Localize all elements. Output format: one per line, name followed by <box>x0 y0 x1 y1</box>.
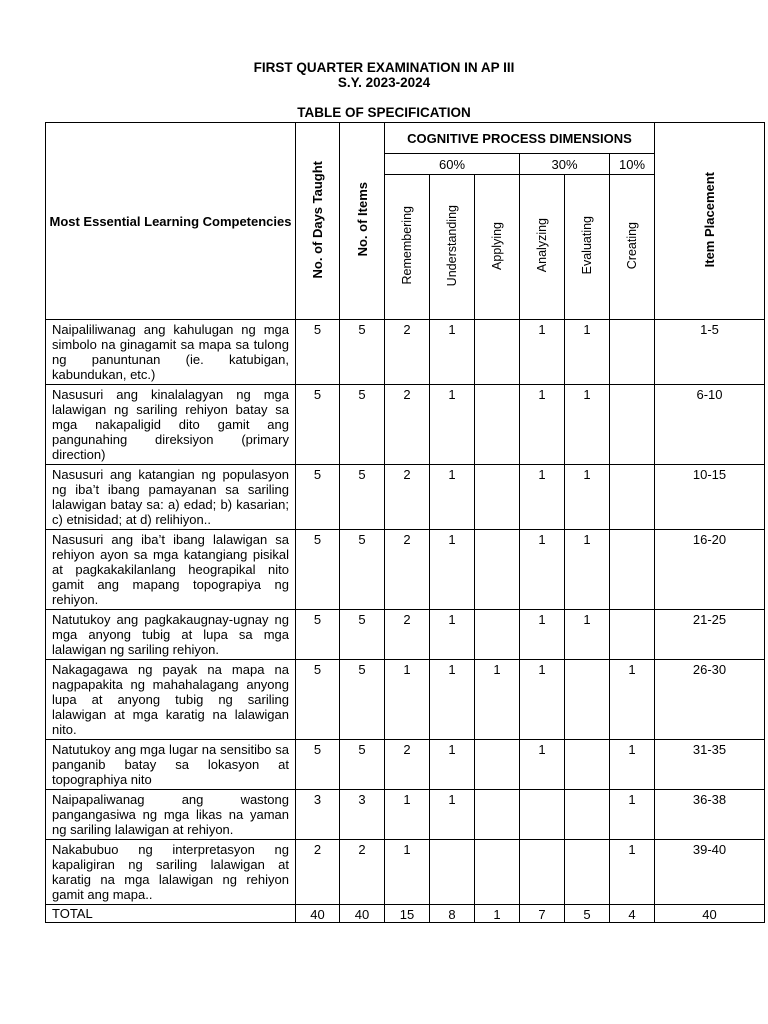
days-cell: 5 <box>296 660 340 740</box>
competency-cell: Nasusuri ang kinalalagyan ng mga lalawigan ng sariling rehiyon batay sa mga nakapaligid dito gamit ang pangunahing direksiyon (primary direction) <box>46 385 296 465</box>
days-cell: 2 <box>296 840 340 905</box>
header-cognitive <box>385 123 655 154</box>
header-creating <box>610 175 655 320</box>
understanding-cell: 1 <box>430 320 475 385</box>
items-cell: 3 <box>340 790 385 840</box>
analyzing-cell <box>520 840 565 905</box>
creating-cell <box>610 610 655 660</box>
applying-cell <box>475 610 520 660</box>
competency-cell: Natutukoy ang mga lugar na sensitibo sa panganib batay sa lokasyon at topographiya nito <box>46 740 296 790</box>
remembering-cell: 2 <box>385 465 430 530</box>
applying-cell <box>475 790 520 840</box>
days-cell: 5 <box>296 385 340 465</box>
header-items <box>340 123 385 320</box>
total-applying: 1 <box>475 905 520 923</box>
creating-cell <box>610 320 655 385</box>
pct-30: 30% <box>520 154 610 175</box>
creating-cell: 1 <box>610 840 655 905</box>
items-cell: 5 <box>340 385 385 465</box>
understanding-cell: 1 <box>430 610 475 660</box>
days-cell: 5 <box>296 610 340 660</box>
analyzing-cell: 1 <box>520 385 565 465</box>
competency-cell: Naipapaliwanag ang wastong pangangasiwa ng mga likas na yaman ng sariling lalawigan at rehiyon. <box>46 790 296 840</box>
remembering-cell: 2 <box>385 740 430 790</box>
specification-table <box>45 122 765 923</box>
applying-cell <box>475 320 520 385</box>
evaluating-cell: 1 <box>565 465 610 530</box>
items-cell: 2 <box>340 840 385 905</box>
remembering-cell: 2 <box>385 530 430 610</box>
table-row <box>46 610 765 660</box>
placement-cell: 16-20 <box>655 530 765 610</box>
header-applying-label: Applying <box>490 221 504 270</box>
competency-cell: Natutukoy ang pagkakaugnay-ugnay ng mga anyong tubig at lupa sa mga lalawigan ng sariling rehiyon. <box>46 610 296 660</box>
table-row <box>46 320 765 385</box>
header-competencies-label: Most Essential Learning Competencies <box>49 213 292 229</box>
header-evaluating <box>565 175 610 320</box>
total-label: TOTAL <box>46 905 296 923</box>
school-year: S.Y. 2023-2024 <box>337 75 431 90</box>
table-row <box>46 530 765 610</box>
days-cell: 5 <box>296 740 340 790</box>
header-analyzing <box>520 175 565 320</box>
table-row <box>46 385 765 465</box>
applying-cell <box>475 840 520 905</box>
competency-cell: Nasusuri ang katangian ng populasyon ng iba’t ibang pamayanan sa sariling lalawigan batay sa: a) edad; b) kasarian; c) etnisidad; at d) relihiyon.. <box>46 465 296 530</box>
days-cell: 5 <box>296 530 340 610</box>
header-understanding-label: Understanding <box>445 204 459 287</box>
header-days-label: No. of Days Taught <box>310 160 325 279</box>
understanding-cell: 1 <box>430 530 475 610</box>
header-cognitive-label: COGNITIVE PROCESS DIMENSIONS <box>407 130 632 146</box>
days-cell: 3 <box>296 790 340 840</box>
placement-cell: 26-30 <box>655 660 765 740</box>
table-row <box>46 840 765 905</box>
remembering-cell: 1 <box>385 660 430 740</box>
table-row <box>46 465 765 530</box>
understanding-cell: 1 <box>430 385 475 465</box>
table-row <box>46 740 765 790</box>
remembering-cell: 1 <box>385 790 430 840</box>
total-row <box>46 905 765 923</box>
items-cell: 5 <box>340 610 385 660</box>
creating-cell: 1 <box>610 660 655 740</box>
days-cell: 5 <box>296 320 340 385</box>
placement-cell: 39-40 <box>655 840 765 905</box>
header-applying <box>475 175 520 320</box>
evaluating-cell: 1 <box>565 320 610 385</box>
evaluating-cell <box>565 840 610 905</box>
header-days <box>296 123 340 320</box>
creating-cell: 1 <box>610 740 655 790</box>
items-cell: 5 <box>340 465 385 530</box>
applying-cell <box>475 465 520 530</box>
header-creating-label: Creating <box>625 221 639 270</box>
total-placement: 40 <box>655 905 765 923</box>
placement-cell: 6-10 <box>655 385 765 465</box>
header-placement <box>655 123 765 320</box>
analyzing-cell: 1 <box>520 530 565 610</box>
applying-cell <box>475 385 520 465</box>
analyzing-cell: 1 <box>520 660 565 740</box>
pct-10: 10% <box>610 154 655 175</box>
items-cell: 5 <box>340 660 385 740</box>
table-title: TABLE OF SPECIFICATION <box>297 105 471 120</box>
remembering-cell: 2 <box>385 610 430 660</box>
understanding-cell: 1 <box>430 740 475 790</box>
remembering-cell: 1 <box>385 840 430 905</box>
creating-cell <box>610 530 655 610</box>
header-remembering <box>385 175 430 320</box>
evaluating-cell <box>565 740 610 790</box>
header-competencies <box>46 123 296 320</box>
understanding-cell: 1 <box>430 790 475 840</box>
header-understanding <box>430 175 475 320</box>
competency-cell: Nakabubuo ng interpretasyon ng kapaligiran ng sariling lalawigan at karatig na mga lalawigan ng rehiyon gamit ang mapa.. <box>46 840 296 905</box>
understanding-cell: 1 <box>430 465 475 530</box>
total-items: 40 <box>340 905 385 923</box>
creating-cell: 1 <box>610 790 655 840</box>
analyzing-cell: 1 <box>520 320 565 385</box>
understanding-cell <box>430 840 475 905</box>
items-cell: 5 <box>340 530 385 610</box>
items-cell: 5 <box>340 320 385 385</box>
remembering-cell: 2 <box>385 385 430 465</box>
analyzing-cell: 1 <box>520 610 565 660</box>
total-analyzing: 7 <box>520 905 565 923</box>
competency-cell: Nasusuri ang iba’t ibang lalawigan sa rehiyon ayon sa mga katangiang pisikal at pagkakakilanlang heograpikal nito gamit ang mapang topograpiya ng rehiyon. <box>46 530 296 610</box>
placement-cell: 31-35 <box>655 740 765 790</box>
exam-title: FIRST QUARTER EXAMINATION IN AP III <box>253 60 515 75</box>
total-remembering: 15 <box>385 905 430 923</box>
applying-cell <box>475 740 520 790</box>
total-understanding: 8 <box>430 905 475 923</box>
creating-cell <box>610 385 655 465</box>
remembering-cell: 2 <box>385 320 430 385</box>
analyzing-cell: 1 <box>520 740 565 790</box>
days-cell: 5 <box>296 465 340 530</box>
evaluating-cell <box>565 660 610 740</box>
placement-cell: 1-5 <box>655 320 765 385</box>
header-analyzing-label: Analyzing <box>535 218 549 273</box>
competency-cell: Nakagagawa ng payak na mapa na nagpapakita ng mahahalagang anyong lupa at anyong tubig ng sariling lalawigan at mga karatig na lalawigan nito. <box>46 660 296 740</box>
items-cell: 5 <box>340 740 385 790</box>
table-row <box>46 790 765 840</box>
evaluating-cell: 1 <box>565 530 610 610</box>
placement-cell: 36-38 <box>655 790 765 840</box>
placement-cell: 21-25 <box>655 610 765 660</box>
table-row <box>46 660 765 740</box>
header-remembering-label: Remembering <box>400 206 414 285</box>
understanding-cell: 1 <box>430 660 475 740</box>
evaluating-cell: 1 <box>565 385 610 465</box>
total-days: 40 <box>296 905 340 923</box>
applying-cell <box>475 530 520 610</box>
header-placement-label: Item Placement <box>702 171 717 268</box>
competency-cell: Naipaliliwanag ang kahulugan ng mga simbolo na ginagamit sa mapa sa tulong ng panuntunan (ie. katubigan, kabundukan, etc.) <box>46 320 296 385</box>
total-creating: 4 <box>610 905 655 923</box>
applying-cell: 1 <box>475 660 520 740</box>
analyzing-cell: 1 <box>520 465 565 530</box>
header-items-label: No. of Items <box>354 182 370 257</box>
pct-60: 60% <box>385 154 520 175</box>
evaluating-cell <box>565 790 610 840</box>
placement-cell: 10-15 <box>655 465 765 530</box>
analyzing-cell <box>520 790 565 840</box>
total-evaluating: 5 <box>565 905 610 923</box>
header-evaluating-label: Evaluating <box>580 216 594 275</box>
creating-cell <box>610 465 655 530</box>
evaluating-cell: 1 <box>565 610 610 660</box>
